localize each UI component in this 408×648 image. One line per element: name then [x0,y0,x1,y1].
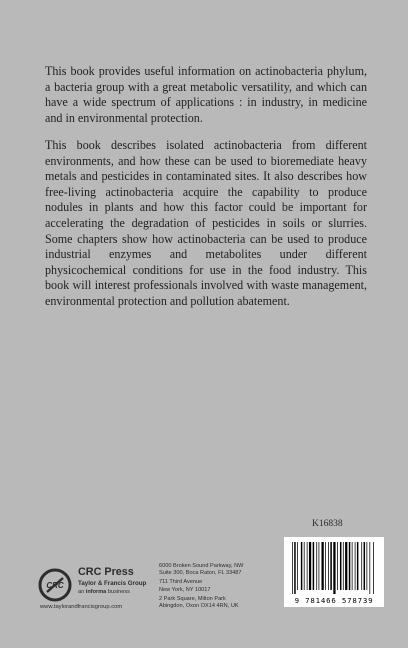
svg-text:CRC: CRC [46,581,64,590]
description-paragraph-2: This book describes isolated actinobacteria from different environments, and how these can be used to bioremediate heavy metals and pesticides in contaminated sites. It also describes how free-living actinobacteria acquire the capability to produce nodules in plants and how this factor could be important for accelerating the degradation of pesticides in soils or slurries. Some chapters show how actinobacteria can be used to produce industrial enzymes and metabolites under different physicochemical conditions for use in the food industry. This book will interest professionals involved with waste management, environmental protection and pollution abatement. [45,138,367,308]
description-paragraph-1: This book provides useful information on actinobacteria phylum, a bacteria group with a great metabolic versatility, and which can have a wide spectrum of applications : in industry, in medicine and in environmental protection. [45,64,367,125]
publisher-addresses [159,563,243,612]
address-line: 711 Third Avenue [159,579,203,586]
isbn-barcode [284,537,384,607]
informa-tagline [78,589,130,595]
address-line: 6000 Broken Sound Parkway, NW [159,563,244,569]
informa-prefix: an [78,589,86,595]
address-line: 2 Park Square, Milton Park [159,595,226,602]
publisher-url[interactable]: www.taylorandfrancisgroup.com [40,604,123,610]
product-code: K16838 [312,519,343,529]
address-new-york [159,579,243,593]
address-abingdon [159,596,243,610]
address-line: New York, NY 10017 [159,586,211,593]
address-line: Suite 300, Boca Raton, FL 33487 [159,570,242,577]
address-line: Abingdon, Oxon OX14 4RN, UK [159,603,239,610]
address-boca-raton [159,563,243,577]
barcode-number: 9 781466 578739 [294,596,374,605]
crc-logo-icon [38,568,72,602]
informa-brand: informa [85,589,107,595]
informa-suffix: business [106,589,130,595]
publisher-name: CRC Press [78,566,134,578]
barcode-bars-icon [284,537,384,597]
publisher-group: Taylor & Francis Group [78,580,147,587]
